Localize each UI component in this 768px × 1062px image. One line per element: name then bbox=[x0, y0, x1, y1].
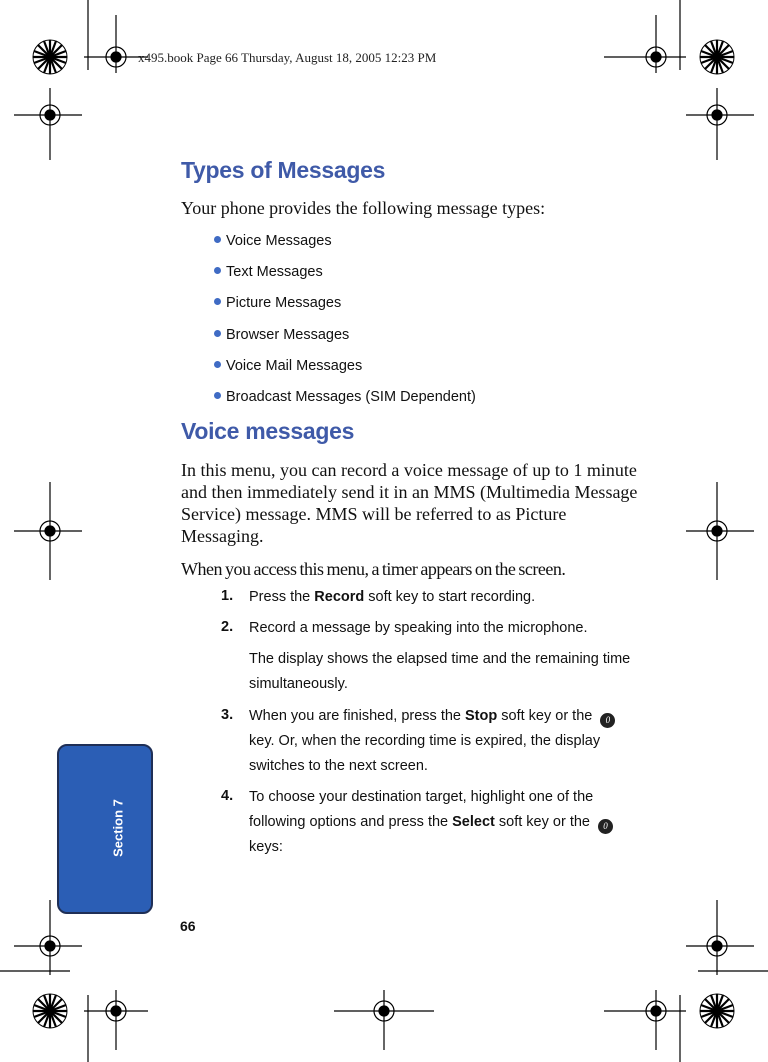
step-number: 2. bbox=[221, 619, 234, 635]
star-target-mark bbox=[33, 40, 67, 74]
crosshair-mark bbox=[686, 900, 754, 975]
list-item: Picture Messages bbox=[214, 295, 341, 311]
section-tab-label: Section 7 bbox=[110, 799, 126, 857]
bullet-icon bbox=[214, 267, 221, 274]
ok-key-icon: 0 bbox=[600, 713, 615, 728]
intro-paragraph: Your phone provides the following message types: bbox=[181, 198, 546, 218]
crosshair-mark bbox=[334, 990, 434, 1050]
crosshair-mark bbox=[84, 990, 148, 1050]
bullet-icon bbox=[214, 392, 221, 399]
heading-voice-messages: Voice messages bbox=[181, 418, 355, 444]
step-text: Press the Record soft key to start recording. bbox=[249, 589, 536, 605]
paragraph: In this menu, you can record a voice message of up to 1 minute and then immediately send it in an MMS (Multimedia Message Service) message. MMS will be referred to as Picture Messaging. bbox=[181, 460, 638, 546]
bullet-icon bbox=[214, 330, 221, 337]
step-number: 3. bbox=[221, 707, 234, 723]
star-target-mark bbox=[33, 994, 67, 1028]
paragraph: When you access this menu, a timer appears on the screen. bbox=[181, 559, 566, 579]
step-number: 1. bbox=[221, 588, 234, 604]
crosshair-mark bbox=[604, 15, 686, 73]
ok-key-icon: 0 bbox=[598, 819, 613, 834]
bullet-icon bbox=[214, 361, 221, 368]
star-target-mark bbox=[700, 40, 734, 74]
list-item: Voice Mail Messages bbox=[214, 358, 362, 374]
list-item: Text Messages bbox=[214, 264, 323, 280]
step-text: To choose your destination target, highlight one of the following options and press the Select soft key or the 0 keys: bbox=[249, 785, 644, 860]
list-item: Broadcast Messages (SIM Dependent) bbox=[214, 389, 476, 405]
step-text: Record a message by speaking into the microphone. bbox=[249, 620, 588, 636]
star-target-mark bbox=[700, 994, 734, 1028]
page-number: 66 bbox=[180, 918, 196, 934]
heading-types-of-messages: Types of Messages bbox=[181, 157, 386, 183]
crosshair-mark bbox=[686, 482, 754, 580]
bullet-icon bbox=[214, 236, 221, 243]
crosshair-mark bbox=[14, 88, 82, 160]
step-text: When you are finished, press the Stop soft key or the 0 key. Or, when the recording time is expired, the display switches to the next screen. bbox=[249, 704, 649, 779]
crosshair-mark bbox=[686, 88, 754, 160]
section-tab bbox=[57, 744, 153, 914]
print-header: x495.book Page 66 Thursday, August 18, 2005 12:23 PM bbox=[138, 50, 437, 65]
bullet-icon bbox=[214, 298, 221, 305]
step-note: The display shows the elapsed time and the remaining time simultaneously. bbox=[249, 651, 631, 692]
step-number: 4. bbox=[221, 788, 234, 804]
list-item: Voice Messages bbox=[214, 233, 332, 249]
list-item: Browser Messages bbox=[214, 327, 349, 343]
crosshair-mark bbox=[14, 482, 82, 580]
crosshair-mark bbox=[604, 990, 686, 1050]
